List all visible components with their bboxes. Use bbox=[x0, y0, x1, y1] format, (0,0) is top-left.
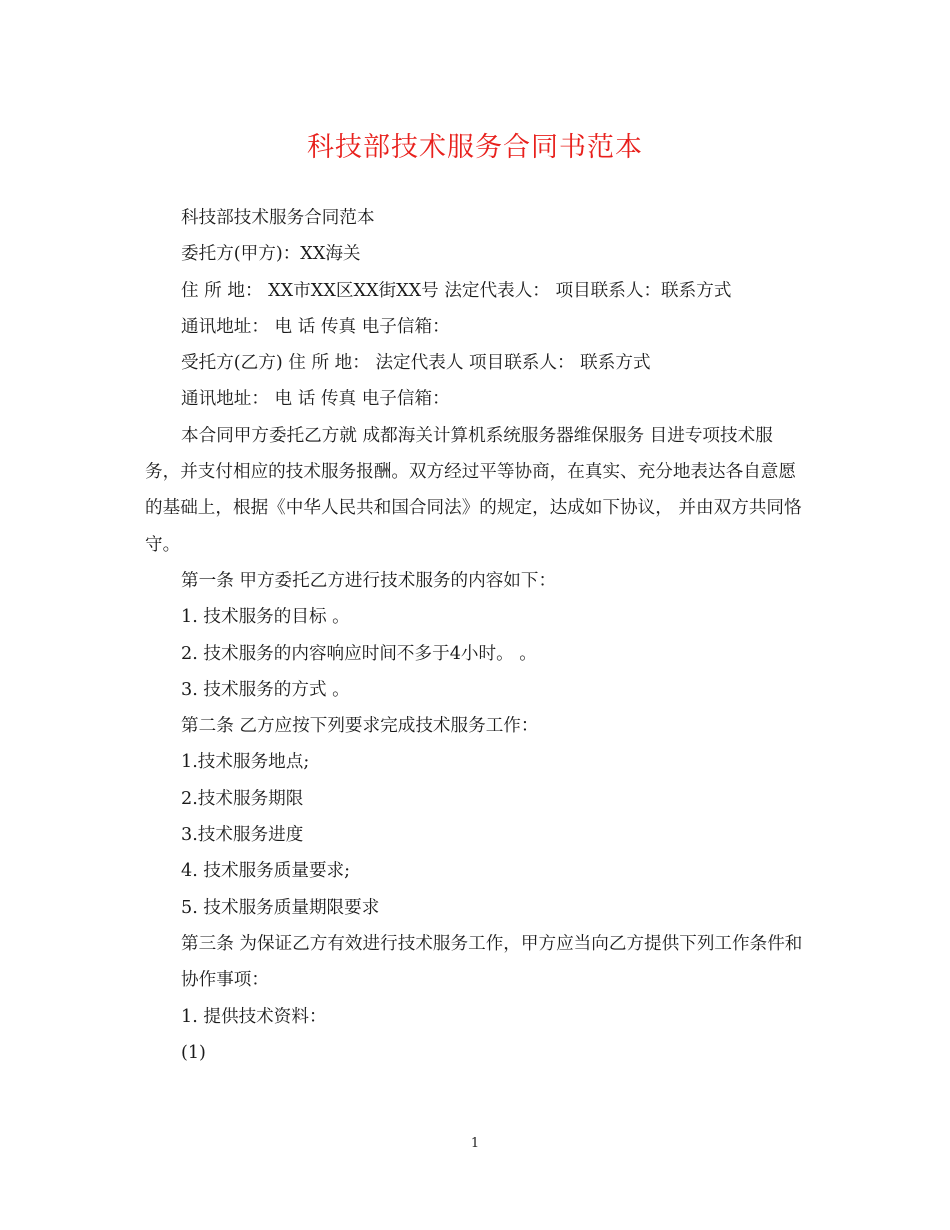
paragraph: (1) bbox=[181, 1042, 206, 1063]
paragraph: 委托方(甲方)：XX海关 bbox=[181, 244, 361, 265]
paragraph: 协作事项： bbox=[181, 970, 269, 991]
paragraph: 2.技术服务期限 bbox=[181, 788, 304, 809]
paragraph: 通讯地址： 电 话 传真 电子信箱： bbox=[181, 389, 450, 410]
paragraph: 1. 技术服务的目标 。 bbox=[181, 607, 350, 628]
document-title: 科技部技术服务合同书范本 bbox=[307, 132, 643, 163]
paragraph: 5. 技术服务质量期限要求 bbox=[181, 897, 380, 918]
paragraph: 受托方(乙方) 住 所 地： 法定代表人 项目联系人： 联系方式 bbox=[181, 353, 651, 374]
page-number: 1 bbox=[470, 1136, 480, 1151]
paragraph: 3. 技术服务的方式 。 bbox=[181, 679, 350, 700]
document-body bbox=[145, 200, 805, 1071]
paragraph: 第三条 为保证乙方有效进行技术服务工作，甲方应当向乙方提供下列工作条件和 bbox=[181, 933, 803, 954]
paragraph: 第一条 甲方委托乙方进行技术服务的内容如下： bbox=[181, 570, 557, 591]
paragraph: 第二条 乙方应按下列要求完成技术服务工作： bbox=[181, 716, 539, 737]
paragraph: 住 所 地： XX市XX区XX街XX号 法定代表人： 项目联系人：联系方式 bbox=[181, 280, 732, 301]
paragraph: 本合同甲方委托乙方就 成都海关计算机系统服务器维保服务 目进专项技术服务，并支付相应的技术服务报酬。双方经过平等协商，在真实、充分地表达各自意愿的基础上，根据《中华人民共和国合同法》的规定，达成如下协议， 并由双方共同恪守。 bbox=[145, 425, 802, 555]
paragraph: 2. 技术服务的内容响应时间不多于4小时。 。 bbox=[181, 643, 537, 664]
paragraph: 科技部技术服务合同范本 bbox=[181, 208, 375, 228]
paragraph: 1. 提供技术资料： bbox=[181, 1006, 327, 1027]
paragraph: 1.技术服务地点; bbox=[181, 752, 310, 773]
paragraph: 3.技术服务进度 bbox=[181, 825, 304, 846]
paragraph: 通讯地址： 电 话 传真 电子信箱： bbox=[181, 316, 450, 337]
paragraph: 4. 技术服务质量要求; bbox=[181, 861, 351, 882]
